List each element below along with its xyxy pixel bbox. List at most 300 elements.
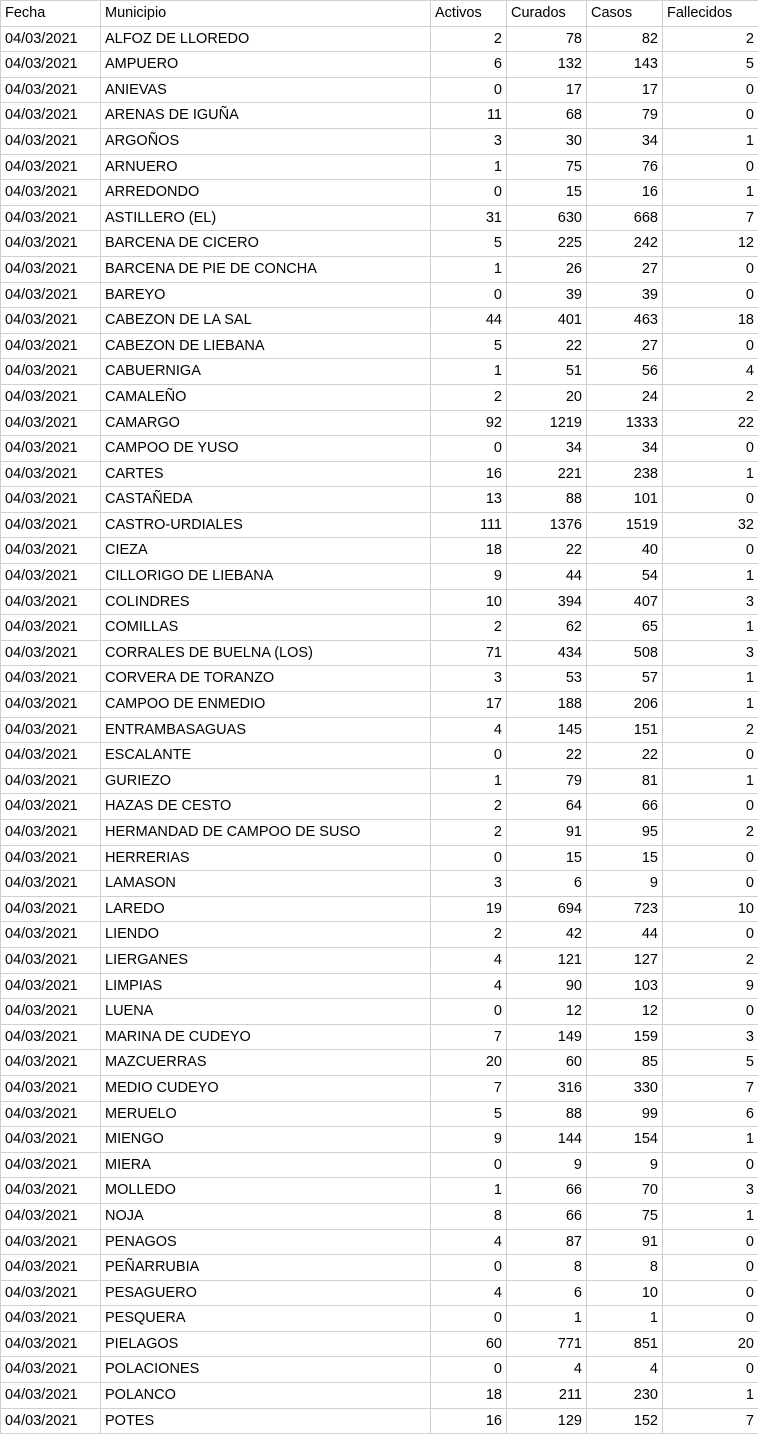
cell-fallecidos[interactable]: 0 <box>663 922 758 948</box>
cell-casos[interactable]: 40 <box>587 538 663 564</box>
cell-fecha[interactable]: 04/03/2021 <box>1 717 101 743</box>
table-row[interactable] <box>1 1280 758 1306</box>
cell-activos[interactable]: 2 <box>431 384 507 410</box>
cell-activos[interactable]: 60 <box>431 1331 507 1357</box>
table-row[interactable] <box>1 922 758 948</box>
cell-casos[interactable]: 44 <box>587 922 663 948</box>
cell-municipio[interactable]: COMILLAS <box>101 615 431 641</box>
cell-casos[interactable]: 723 <box>587 896 663 922</box>
cell-curados[interactable]: 434 <box>507 640 587 666</box>
column-header-curados[interactable]: Curados <box>507 1 587 27</box>
cell-casos[interactable]: 82 <box>587 26 663 52</box>
cell-fallecidos[interactable]: 18 <box>663 308 758 334</box>
cell-municipio[interactable]: PESAGUERO <box>101 1280 431 1306</box>
cell-curados[interactable]: 22 <box>507 333 587 359</box>
cell-curados[interactable]: 42 <box>507 922 587 948</box>
table-row[interactable] <box>1 1306 758 1332</box>
cell-fecha[interactable]: 04/03/2021 <box>1 896 101 922</box>
cell-fallecidos[interactable]: 1 <box>663 564 758 590</box>
cell-municipio[interactable]: BARCENA DE PIE DE CONCHA <box>101 256 431 282</box>
cell-fallecidos[interactable]: 5 <box>663 52 758 78</box>
column-header-casos[interactable]: Casos <box>587 1 663 27</box>
table-row[interactable] <box>1 1152 758 1178</box>
cell-fecha[interactable]: 04/03/2021 <box>1 768 101 794</box>
cell-fecha[interactable]: 04/03/2021 <box>1 1331 101 1357</box>
cell-fecha[interactable]: 04/03/2021 <box>1 205 101 231</box>
table-row[interactable] <box>1 1357 758 1383</box>
cell-casos[interactable]: 143 <box>587 52 663 78</box>
cell-fallecidos[interactable]: 2 <box>663 26 758 52</box>
cell-casos[interactable]: 152 <box>587 1408 663 1434</box>
cell-fecha[interactable]: 04/03/2021 <box>1 1255 101 1281</box>
cell-activos[interactable]: 11 <box>431 103 507 129</box>
cell-fallecidos[interactable]: 0 <box>663 77 758 103</box>
cell-fallecidos[interactable]: 0 <box>663 1255 758 1281</box>
cell-municipio[interactable]: LAREDO <box>101 896 431 922</box>
table-row[interactable] <box>1 845 758 871</box>
cell-fecha[interactable]: 04/03/2021 <box>1 1280 101 1306</box>
cell-activos[interactable]: 8 <box>431 1203 507 1229</box>
cell-fallecidos[interactable]: 7 <box>663 205 758 231</box>
cell-casos[interactable]: 34 <box>587 436 663 462</box>
cell-municipio[interactable]: CAMARGO <box>101 410 431 436</box>
cell-fallecidos[interactable]: 1 <box>663 768 758 794</box>
cell-activos[interactable]: 0 <box>431 1357 507 1383</box>
cell-activos[interactable]: 2 <box>431 820 507 846</box>
cell-curados[interactable]: 211 <box>507 1383 587 1409</box>
cell-municipio[interactable]: CABEZON DE LIEBANA <box>101 333 431 359</box>
cell-fecha[interactable]: 04/03/2021 <box>1 77 101 103</box>
cell-activos[interactable]: 16 <box>431 1408 507 1434</box>
cell-fallecidos[interactable]: 0 <box>663 1306 758 1332</box>
table-row[interactable] <box>1 768 758 794</box>
column-header-municipio[interactable]: Municipio <box>101 1 431 27</box>
cell-municipio[interactable]: LIERGANES <box>101 947 431 973</box>
cell-fallecidos[interactable]: 0 <box>663 871 758 897</box>
cell-fallecidos[interactable]: 2 <box>663 947 758 973</box>
cell-activos[interactable]: 2 <box>431 26 507 52</box>
cell-activos[interactable]: 0 <box>431 282 507 308</box>
cell-municipio[interactable]: MEDIO CUDEYO <box>101 1075 431 1101</box>
cell-activos[interactable]: 44 <box>431 308 507 334</box>
cell-fallecidos[interactable]: 3 <box>663 589 758 615</box>
cell-activos[interactable]: 19 <box>431 896 507 922</box>
cell-curados[interactable]: 79 <box>507 768 587 794</box>
cell-curados[interactable]: 188 <box>507 692 587 718</box>
cell-fecha[interactable]: 04/03/2021 <box>1 692 101 718</box>
cell-activos[interactable]: 0 <box>431 1152 507 1178</box>
cell-casos[interactable]: 22 <box>587 743 663 769</box>
cell-fecha[interactable]: 04/03/2021 <box>1 26 101 52</box>
table-row[interactable] <box>1 615 758 641</box>
cell-municipio[interactable]: ALFOZ DE LLOREDO <box>101 26 431 52</box>
table-row[interactable] <box>1 1127 758 1153</box>
cell-municipio[interactable]: ARREDONDO <box>101 180 431 206</box>
table-row[interactable] <box>1 871 758 897</box>
table-row[interactable] <box>1 77 758 103</box>
cell-fecha[interactable]: 04/03/2021 <box>1 1408 101 1434</box>
cell-fecha[interactable]: 04/03/2021 <box>1 333 101 359</box>
cell-casos[interactable]: 39 <box>587 282 663 308</box>
table-row[interactable] <box>1 231 758 257</box>
cell-casos[interactable]: 99 <box>587 1101 663 1127</box>
cell-municipio[interactable]: CORVERA DE TORANZO <box>101 666 431 692</box>
cell-fecha[interactable]: 04/03/2021 <box>1 1127 101 1153</box>
cell-fallecidos[interactable]: 6 <box>663 1101 758 1127</box>
table-row[interactable] <box>1 180 758 206</box>
cell-casos[interactable]: 1 <box>587 1306 663 1332</box>
cell-fallecidos[interactable]: 1 <box>663 615 758 641</box>
cell-municipio[interactable]: POLANCO <box>101 1383 431 1409</box>
cell-fecha[interactable]: 04/03/2021 <box>1 384 101 410</box>
table-row[interactable] <box>1 947 758 973</box>
cell-fecha[interactable]: 04/03/2021 <box>1 359 101 385</box>
cell-fallecidos[interactable]: 1 <box>663 1203 758 1229</box>
cell-curados[interactable]: 9 <box>507 1152 587 1178</box>
cell-municipio[interactable]: POTES <box>101 1408 431 1434</box>
table-row[interactable] <box>1 103 758 129</box>
table-row[interactable] <box>1 820 758 846</box>
cell-municipio[interactable]: NOJA <box>101 1203 431 1229</box>
cell-activos[interactable]: 92 <box>431 410 507 436</box>
cell-fallecidos[interactable]: 0 <box>663 538 758 564</box>
cell-municipio[interactable]: CASTAÑEDA <box>101 487 431 513</box>
table-row[interactable] <box>1 896 758 922</box>
table-row[interactable] <box>1 436 758 462</box>
cell-curados[interactable]: 51 <box>507 359 587 385</box>
cell-casos[interactable]: 65 <box>587 615 663 641</box>
cell-fecha[interactable]: 04/03/2021 <box>1 589 101 615</box>
cell-fallecidos[interactable]: 0 <box>663 103 758 129</box>
cell-fallecidos[interactable]: 5 <box>663 1050 758 1076</box>
cell-fecha[interactable]: 04/03/2021 <box>1 947 101 973</box>
table-row[interactable] <box>1 717 758 743</box>
cell-municipio[interactable]: CAMALEÑO <box>101 384 431 410</box>
cell-casos[interactable]: 101 <box>587 487 663 513</box>
cell-municipio[interactable]: CABUERNIGA <box>101 359 431 385</box>
cell-activos[interactable]: 9 <box>431 564 507 590</box>
cell-activos[interactable]: 7 <box>431 1024 507 1050</box>
cell-fallecidos[interactable]: 0 <box>663 999 758 1025</box>
cell-curados[interactable]: 26 <box>507 256 587 282</box>
cell-municipio[interactable]: MOLLEDO <box>101 1178 431 1204</box>
cell-casos[interactable]: 9 <box>587 871 663 897</box>
cell-fecha[interactable]: 04/03/2021 <box>1 487 101 513</box>
cell-casos[interactable]: 66 <box>587 794 663 820</box>
cell-fallecidos[interactable]: 22 <box>663 410 758 436</box>
cell-fallecidos[interactable]: 2 <box>663 384 758 410</box>
cell-activos[interactable]: 4 <box>431 1229 507 1255</box>
cell-fecha[interactable]: 04/03/2021 <box>1 743 101 769</box>
cell-fecha[interactable]: 04/03/2021 <box>1 538 101 564</box>
cell-fecha[interactable]: 04/03/2021 <box>1 845 101 871</box>
column-header-fecha[interactable]: Fecha <box>1 1 101 27</box>
cell-casos[interactable]: 238 <box>587 461 663 487</box>
cell-activos[interactable]: 0 <box>431 1255 507 1281</box>
cell-activos[interactable]: 3 <box>431 666 507 692</box>
cell-fecha[interactable]: 04/03/2021 <box>1 871 101 897</box>
cell-fecha[interactable]: 04/03/2021 <box>1 256 101 282</box>
cell-curados[interactable]: 6 <box>507 1280 587 1306</box>
cell-activos[interactable]: 0 <box>431 743 507 769</box>
table-row[interactable] <box>1 640 758 666</box>
cell-fallecidos[interactable]: 7 <box>663 1408 758 1434</box>
cell-fallecidos[interactable]: 0 <box>663 333 758 359</box>
cell-curados[interactable]: 316 <box>507 1075 587 1101</box>
cell-activos[interactable]: 20 <box>431 1050 507 1076</box>
cell-casos[interactable]: 151 <box>587 717 663 743</box>
cell-fallecidos[interactable]: 0 <box>663 1280 758 1306</box>
table-row[interactable] <box>1 1331 758 1357</box>
cell-curados[interactable]: 394 <box>507 589 587 615</box>
cell-casos[interactable]: 8 <box>587 1255 663 1281</box>
cell-curados[interactable]: 15 <box>507 180 587 206</box>
cell-municipio[interactable]: CIEZA <box>101 538 431 564</box>
cell-fecha[interactable]: 04/03/2021 <box>1 794 101 820</box>
cell-fallecidos[interactable]: 3 <box>663 640 758 666</box>
cell-fecha[interactable]: 04/03/2021 <box>1 1101 101 1127</box>
table-row[interactable] <box>1 384 758 410</box>
cell-fallecidos[interactable]: 4 <box>663 359 758 385</box>
cell-municipio[interactable]: ESCALANTE <box>101 743 431 769</box>
cell-activos[interactable]: 18 <box>431 538 507 564</box>
cell-activos[interactable]: 3 <box>431 871 507 897</box>
cell-fecha[interactable]: 04/03/2021 <box>1 461 101 487</box>
cell-curados[interactable]: 8 <box>507 1255 587 1281</box>
cell-curados[interactable]: 62 <box>507 615 587 641</box>
cell-activos[interactable]: 1 <box>431 768 507 794</box>
cell-fallecidos[interactable]: 0 <box>663 1152 758 1178</box>
cell-municipio[interactable]: MIENGO <box>101 1127 431 1153</box>
table-row[interactable] <box>1 282 758 308</box>
cell-fecha[interactable]: 04/03/2021 <box>1 1306 101 1332</box>
cell-activos[interactable]: 71 <box>431 640 507 666</box>
cell-casos[interactable]: 27 <box>587 333 663 359</box>
cell-curados[interactable]: 87 <box>507 1229 587 1255</box>
cell-casos[interactable]: 1519 <box>587 512 663 538</box>
cell-activos[interactable]: 0 <box>431 180 507 206</box>
cell-casos[interactable]: 15 <box>587 845 663 871</box>
cell-fallecidos[interactable]: 20 <box>663 1331 758 1357</box>
cell-curados[interactable]: 88 <box>507 1101 587 1127</box>
cell-curados[interactable]: 144 <box>507 1127 587 1153</box>
cell-fallecidos[interactable]: 2 <box>663 820 758 846</box>
cell-curados[interactable]: 44 <box>507 564 587 590</box>
cell-municipio[interactable]: ARGOÑOS <box>101 128 431 154</box>
cell-casos[interactable]: 27 <box>587 256 663 282</box>
cell-curados[interactable]: 66 <box>507 1203 587 1229</box>
cell-municipio[interactable]: MERUELO <box>101 1101 431 1127</box>
table-row[interactable] <box>1 359 758 385</box>
cell-municipio[interactable]: COLINDRES <box>101 589 431 615</box>
cell-municipio[interactable]: ARNUERO <box>101 154 431 180</box>
cell-fecha[interactable]: 04/03/2021 <box>1 410 101 436</box>
cell-municipio[interactable]: POLACIONES <box>101 1357 431 1383</box>
cell-curados[interactable]: 39 <box>507 282 587 308</box>
cell-fallecidos[interactable]: 0 <box>663 256 758 282</box>
table-row[interactable] <box>1 999 758 1025</box>
table-row[interactable] <box>1 1178 758 1204</box>
table-row[interactable] <box>1 1024 758 1050</box>
cell-municipio[interactable]: AMPUERO <box>101 52 431 78</box>
cell-fecha[interactable]: 04/03/2021 <box>1 973 101 999</box>
cell-fecha[interactable]: 04/03/2021 <box>1 436 101 462</box>
cell-casos[interactable]: 75 <box>587 1203 663 1229</box>
cell-activos[interactable]: 6 <box>431 52 507 78</box>
table-row[interactable] <box>1 461 758 487</box>
cell-casos[interactable]: 81 <box>587 768 663 794</box>
table-row[interactable] <box>1 1075 758 1101</box>
cell-curados[interactable]: 221 <box>507 461 587 487</box>
cell-fallecidos[interactable]: 1 <box>663 128 758 154</box>
cell-casos[interactable]: 70 <box>587 1178 663 1204</box>
table-row[interactable] <box>1 154 758 180</box>
table-row[interactable] <box>1 410 758 436</box>
cell-fallecidos[interactable]: 0 <box>663 1357 758 1383</box>
cell-casos[interactable]: 54 <box>587 564 663 590</box>
table-row[interactable] <box>1 1050 758 1076</box>
cell-municipio[interactable]: PESQUERA <box>101 1306 431 1332</box>
cell-fecha[interactable]: 04/03/2021 <box>1 180 101 206</box>
cell-activos[interactable]: 4 <box>431 947 507 973</box>
cell-fallecidos[interactable]: 0 <box>663 794 758 820</box>
cell-curados[interactable]: 78 <box>507 26 587 52</box>
cell-casos[interactable]: 79 <box>587 103 663 129</box>
cell-casos[interactable]: 463 <box>587 308 663 334</box>
table-row[interactable] <box>1 1383 758 1409</box>
cell-casos[interactable]: 159 <box>587 1024 663 1050</box>
cell-fallecidos[interactable]: 1 <box>663 1127 758 1153</box>
cell-fecha[interactable]: 04/03/2021 <box>1 1178 101 1204</box>
cell-curados[interactable]: 34 <box>507 436 587 462</box>
cell-municipio[interactable]: PEÑARRUBIA <box>101 1255 431 1281</box>
cell-curados[interactable]: 68 <box>507 103 587 129</box>
cell-activos[interactable]: 1 <box>431 256 507 282</box>
cell-casos[interactable]: 206 <box>587 692 663 718</box>
cell-fallecidos[interactable]: 1 <box>663 180 758 206</box>
table-row[interactable] <box>1 666 758 692</box>
cell-casos[interactable]: 4 <box>587 1357 663 1383</box>
cell-curados[interactable]: 132 <box>507 52 587 78</box>
cell-casos[interactable]: 76 <box>587 154 663 180</box>
cell-activos[interactable]: 1 <box>431 154 507 180</box>
cell-activos[interactable]: 4 <box>431 717 507 743</box>
cell-municipio[interactable]: ASTILLERO (EL) <box>101 205 431 231</box>
cell-casos[interactable]: 57 <box>587 666 663 692</box>
table-row[interactable] <box>1 1255 758 1281</box>
cell-municipio[interactable]: PENAGOS <box>101 1229 431 1255</box>
table-row[interactable] <box>1 564 758 590</box>
cell-fecha[interactable]: 04/03/2021 <box>1 640 101 666</box>
cell-fecha[interactable]: 04/03/2021 <box>1 308 101 334</box>
cell-casos[interactable]: 330 <box>587 1075 663 1101</box>
cell-casos[interactable]: 242 <box>587 231 663 257</box>
cell-fallecidos[interactable]: 10 <box>663 896 758 922</box>
cell-fallecidos[interactable]: 12 <box>663 231 758 257</box>
cell-casos[interactable]: 91 <box>587 1229 663 1255</box>
cell-fallecidos[interactable]: 0 <box>663 487 758 513</box>
cell-casos[interactable]: 407 <box>587 589 663 615</box>
cell-curados[interactable]: 30 <box>507 128 587 154</box>
cell-curados[interactable]: 64 <box>507 794 587 820</box>
table-row[interactable] <box>1 256 758 282</box>
cell-activos[interactable]: 0 <box>431 845 507 871</box>
cell-municipio[interactable]: LIMPIAS <box>101 973 431 999</box>
cell-casos[interactable]: 16 <box>587 180 663 206</box>
cell-activos[interactable]: 5 <box>431 231 507 257</box>
cell-fecha[interactable]: 04/03/2021 <box>1 1357 101 1383</box>
cell-fallecidos[interactable]: 1 <box>663 461 758 487</box>
cell-activos[interactable]: 111 <box>431 512 507 538</box>
cell-curados[interactable]: 4 <box>507 1357 587 1383</box>
column-header-fallecidos[interactable]: Fallecidos <box>663 1 758 27</box>
cell-casos[interactable]: 230 <box>587 1383 663 1409</box>
cell-fecha[interactable]: 04/03/2021 <box>1 1383 101 1409</box>
cell-activos[interactable]: 10 <box>431 589 507 615</box>
cell-fallecidos[interactable]: 0 <box>663 845 758 871</box>
cell-activos[interactable]: 16 <box>431 461 507 487</box>
cell-fecha[interactable]: 04/03/2021 <box>1 1024 101 1050</box>
cell-curados[interactable]: 129 <box>507 1408 587 1434</box>
cell-municipio[interactable]: CILLORIGO DE LIEBANA <box>101 564 431 590</box>
cell-casos[interactable]: 95 <box>587 820 663 846</box>
cell-municipio[interactable]: CAMPOO DE ENMEDIO <box>101 692 431 718</box>
cell-fallecidos[interactable]: 3 <box>663 1178 758 1204</box>
cell-curados[interactable]: 88 <box>507 487 587 513</box>
cell-fallecidos[interactable]: 3 <box>663 1024 758 1050</box>
cell-activos[interactable]: 2 <box>431 794 507 820</box>
cell-curados[interactable]: 66 <box>507 1178 587 1204</box>
cell-municipio[interactable]: CAMPOO DE YUSO <box>101 436 431 462</box>
cell-casos[interactable]: 154 <box>587 1127 663 1153</box>
cell-casos[interactable]: 508 <box>587 640 663 666</box>
cell-curados[interactable]: 22 <box>507 743 587 769</box>
cell-curados[interactable]: 60 <box>507 1050 587 1076</box>
cell-activos[interactable]: 0 <box>431 77 507 103</box>
cell-fallecidos[interactable]: 9 <box>663 973 758 999</box>
cell-curados[interactable]: 225 <box>507 231 587 257</box>
cell-activos[interactable]: 5 <box>431 1101 507 1127</box>
cell-casos[interactable]: 1333 <box>587 410 663 436</box>
cell-municipio[interactable]: CORRALES DE BUELNA (LOS) <box>101 640 431 666</box>
cell-fallecidos[interactable]: 0 <box>663 743 758 769</box>
cell-activos[interactable]: 1 <box>431 359 507 385</box>
cell-fecha[interactable]: 04/03/2021 <box>1 1075 101 1101</box>
cell-curados[interactable]: 1376 <box>507 512 587 538</box>
cell-fecha[interactable]: 04/03/2021 <box>1 154 101 180</box>
cell-curados[interactable]: 694 <box>507 896 587 922</box>
cell-fallecidos[interactable]: 0 <box>663 154 758 180</box>
cell-fecha[interactable]: 04/03/2021 <box>1 922 101 948</box>
cell-curados[interactable]: 15 <box>507 845 587 871</box>
cell-municipio[interactable]: BAREYO <box>101 282 431 308</box>
cell-fecha[interactable]: 04/03/2021 <box>1 1152 101 1178</box>
cell-fecha[interactable]: 04/03/2021 <box>1 1050 101 1076</box>
cell-fecha[interactable]: 04/03/2021 <box>1 128 101 154</box>
cell-curados[interactable]: 771 <box>507 1331 587 1357</box>
cell-curados[interactable]: 12 <box>507 999 587 1025</box>
cell-casos[interactable]: 34 <box>587 128 663 154</box>
table-row[interactable] <box>1 308 758 334</box>
cell-municipio[interactable]: CASTRO-URDIALES <box>101 512 431 538</box>
cell-municipio[interactable]: CABEZON DE LA SAL <box>101 308 431 334</box>
cell-municipio[interactable]: LAMASON <box>101 871 431 897</box>
table-row[interactable] <box>1 794 758 820</box>
column-header-activos[interactable]: Activos <box>431 1 507 27</box>
cell-fallecidos[interactable]: 1 <box>663 666 758 692</box>
cell-activos[interactable]: 2 <box>431 615 507 641</box>
cell-curados[interactable]: 91 <box>507 820 587 846</box>
